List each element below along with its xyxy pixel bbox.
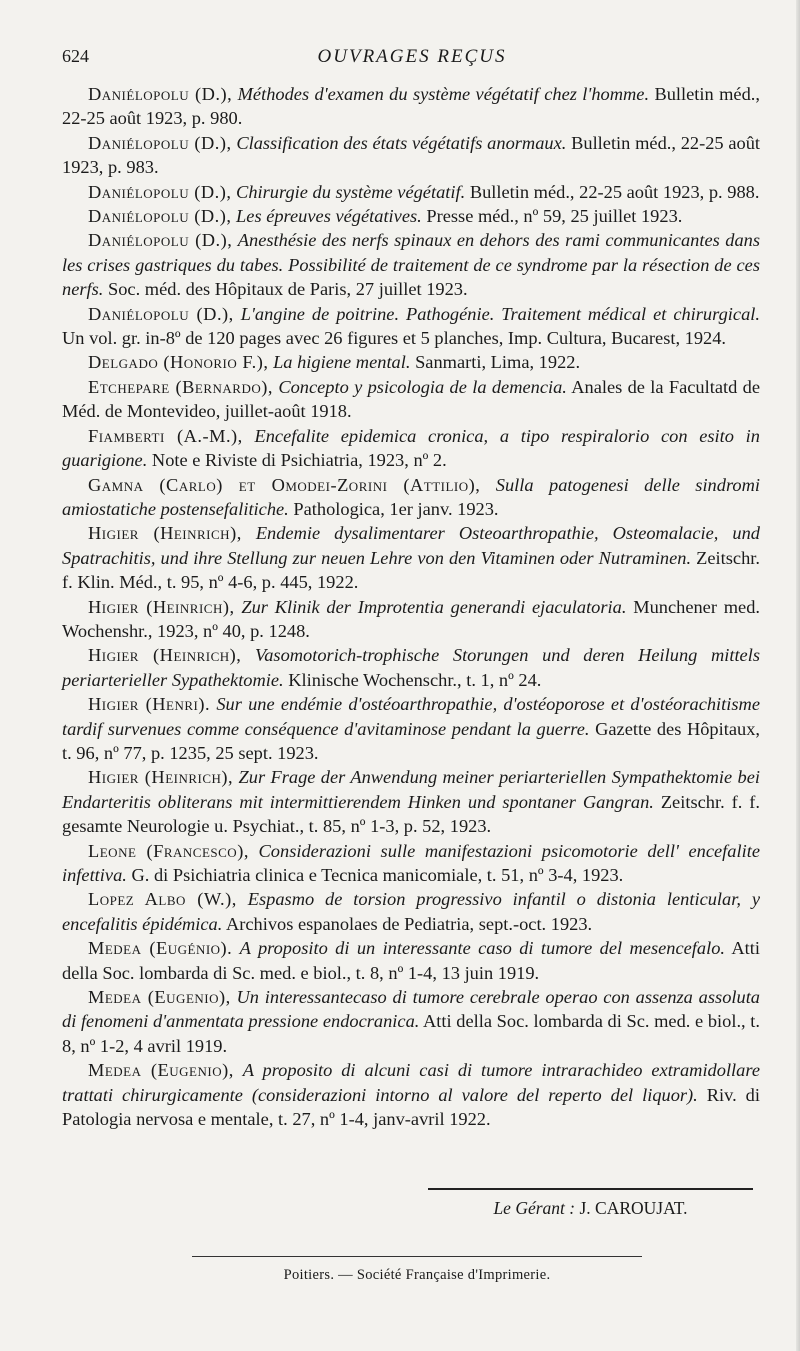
entry-title: Classification des états végétatifs anormaux. — [236, 132, 567, 153]
bibliography-entry — [62, 839, 760, 888]
bibliography-entry — [62, 595, 760, 644]
entry-citation: Note e Riviste di Psichiatria, 1923, nº 2. — [151, 450, 447, 471]
bibliography-entry — [62, 204, 760, 228]
entry-title: Un interessantecaso di tumore cerebrale operao con assenza assoluta di fenomeni d'anmentata pressione endocranica. — [62, 987, 760, 1032]
entry-author: Higier (Henri). — [88, 694, 211, 715]
entry-author: Daniélopolu (D.), — [88, 303, 234, 324]
running-head: OUVRAGES REÇUS — [317, 46, 507, 67]
bibliography-entry — [62, 350, 760, 374]
entry-citation: Soc. méd. des Hôpitaux de Paris, 27 juillet 1923. — [108, 279, 468, 300]
entry-citation: Atti della Soc. lombarda di Sc. med. e biol., t. 8, nº 1-4, 13 juin 1919. — [62, 938, 760, 983]
entry-author: Gamna (Carlo) et Omodei-Zorini (Attilio), — [88, 474, 481, 495]
entry-author: Higier (Heinrich), — [88, 523, 242, 544]
entry-author: Leone (Francesco), — [88, 840, 249, 861]
entry-author: Higier (Heinrich), — [88, 645, 242, 666]
entry-author: Etchepare (Bernardo), — [88, 376, 273, 397]
bibliography-entry — [62, 131, 760, 180]
entry-title: Concepto y psicologia de la demencia. — [278, 376, 567, 397]
entry-citation: Presse méd., nº 59, 25 juillet 1923. — [426, 206, 683, 227]
entry-title: Les épreuves végétatives. — [236, 206, 422, 227]
entry-title: Considerazioni sulle manifestazioni psicomotorie dell' encefalite infettiva. — [62, 840, 760, 885]
entry-citation: Bulletin méd., 22-25 août 1923, p. 983. — [62, 132, 760, 178]
entry-title: L'angine de poitrine. Pathogénie. Traitement médical et chirurgical. — [240, 303, 760, 324]
bibliography-entry — [62, 302, 760, 351]
entry-author: Fiamberti (A.-M.), — [88, 425, 243, 446]
entry-title: Encefalite epidemica cronica, a tipo respiralorio con esito in guarigione. — [62, 425, 760, 471]
entry-author: Medea (Eugénio). — [88, 938, 233, 959]
bibliography-entry — [62, 1058, 760, 1131]
bibliography-list — [62, 82, 760, 1131]
bibliography-entry — [62, 180, 760, 204]
bibliography-entry — [62, 473, 760, 522]
bibliography-entry — [62, 692, 760, 765]
entry-author: Medea (Eugenio), — [88, 1060, 234, 1081]
bibliography-entry — [62, 765, 760, 838]
entry-title: Chirurgie du système végétatif. — [236, 181, 466, 202]
entry-author: Daniélopolu (D.), — [88, 206, 232, 227]
entry-author: Daniélopolu (D.), — [88, 230, 233, 251]
bibliography-entry — [62, 643, 760, 692]
entry-citation: G. di Psichiatria clinica e Tecnica manicomiale, t. 51, nº 3-4, 1923. — [131, 865, 624, 885]
entry-citation: Atti della Soc. lombarda di Sc. med. e biol., t. 8, nº 1-2, 4 avril 1919. — [62, 1011, 760, 1056]
entry-title: La higiene mental. — [273, 352, 411, 373]
gerant-label: Le Gérant : — [493, 1198, 576, 1218]
bibliography-entry — [62, 936, 760, 985]
entry-citation: Klinische Wochenschr., t. 1, nº 24. — [288, 669, 542, 690]
entry-title: Endemie dysalimentarer Osteoarthropathie, Osteomalacie, und Spatrachitis, und ihre Stellung zur neuen Lehre von den Vitaminen oder Nutraminen. — [62, 523, 760, 568]
bibliography-entry — [62, 887, 760, 936]
entry-author: Daniélopolu (D.), — [88, 84, 233, 104]
entry-author: Medea (Eugenio), — [88, 987, 231, 1008]
entry-author: Delgado (Honorio F.), — [88, 352, 269, 373]
bibliography-entry — [62, 521, 760, 594]
entry-citation: Zeitschr. f. Klin. Méd., t. 95, nº 4-6, p. 445, 1922. — [62, 547, 760, 593]
entry-title: Zur Frage der Anwendung meiner periarteriellen Sympathektomie bei Endarteritis obliterans mit intermittierendem Hinken und spontaner Gangran. — [62, 767, 760, 812]
entry-title: Zur Klinik der Improtentia generandi ejaculatoria. — [241, 596, 627, 617]
entry-author: Lopez Albo (W.), — [88, 889, 237, 910]
entry-citation: Pathologica, 1er janv. 1923. — [293, 498, 499, 519]
entry-citation: Archivos espanolaes de Pediatria, sept.-oct. 1923. — [225, 913, 593, 934]
entry-author: Higier (Heinrich), — [88, 596, 235, 617]
bibliography-entry — [62, 424, 760, 473]
entry-citation: Riv. di Patologia nervosa e mentale, t. 27, nº 1-4, janv-avril 1922. — [62, 1084, 760, 1130]
bibliography-entry — [62, 375, 760, 424]
entry-title: Sulla patogenesi delle sindromi amiostatiche postensefalitiche. — [62, 474, 760, 519]
entry-author: Higier (Heinrich), — [88, 767, 234, 788]
entry-author: Daniélopolu (D.), — [88, 132, 232, 153]
entry-citation: Zeitschr. f. f. gesamte Neurologie u. Psychiat., t. 85, nº 1-3, p. 52, 1923. — [62, 791, 760, 837]
page-number: 624 — [62, 46, 89, 66]
entry-title: A proposito di alcuni casi di tumore intrarachideo extramidollare trattati chirurgicamente (considerazioni intorno al valore del reperto del liquor). — [62, 1060, 760, 1105]
entry-citation: Un vol. gr. in-8º de 120 pages avec 26 figures et 5 planches, Imp. Cultura, Bucarest, 1924. — [62, 328, 727, 349]
entry-title: Anesthésie des nerfs spinaux en dehors des rami communicantes dans les crises gastriques du tabes. Possibilité de traitement de ce syndrome par la résection de ces nerfs. — [62, 230, 761, 300]
entry-citation: Bulletin méd., 22-25 août 1923, p. 980. — [62, 84, 760, 129]
bibliography-entry — [62, 985, 760, 1058]
page-header — [62, 46, 742, 72]
page-edge — [796, 0, 800, 1351]
entry-title: A proposito di un interessante caso di tumore del mesencefalo. — [239, 938, 726, 959]
entry-title: Sur une endémie d'ostéoarthropathie, d'ostéoporose et d'ostéorachitisme tardif survenues comme conséquence d'avitaminose pendant la guerre. — [62, 694, 760, 739]
printer-footer: Poitiers. — Société Française d'Imprimerie. — [192, 1256, 642, 1284]
entry-citation: Sanmarti, Lima, 1922. — [415, 352, 581, 373]
entry-citation: Anales de la Facultatd de Méd. de Montevideo, juillet-août 1918. — [62, 376, 760, 422]
entry-title: Espasmo de torsion progressivo infantil o distonia lenticular, y encefalitis épidémica. — [62, 889, 760, 934]
bibliography-entry — [62, 82, 760, 131]
entry-title: Méthodes d'examen du système végétatif chez l'homme. — [237, 84, 650, 104]
entry-title: Vasomotorich-trophische Storungen und deren Heilung mittels periarterieller Sypathektomie. — [62, 645, 760, 690]
entry-citation: Gazette des Hôpitaux, t. 96, nº 77, p. 1235, 25 sept. 1923. — [62, 718, 761, 763]
entry-citation: Bulletin méd., 22-25 août 1923, p. 988. — [469, 181, 760, 202]
bibliography-entry — [62, 228, 760, 301]
entry-citation: Munchener med. Wochenshr., 1923, nº 40, p. 1248. — [62, 596, 760, 641]
gerant-name: J. CAROUJAT. — [579, 1198, 688, 1218]
gerant-signature — [428, 1188, 753, 1219]
entry-author: Daniélopolu (D.), — [88, 181, 232, 202]
